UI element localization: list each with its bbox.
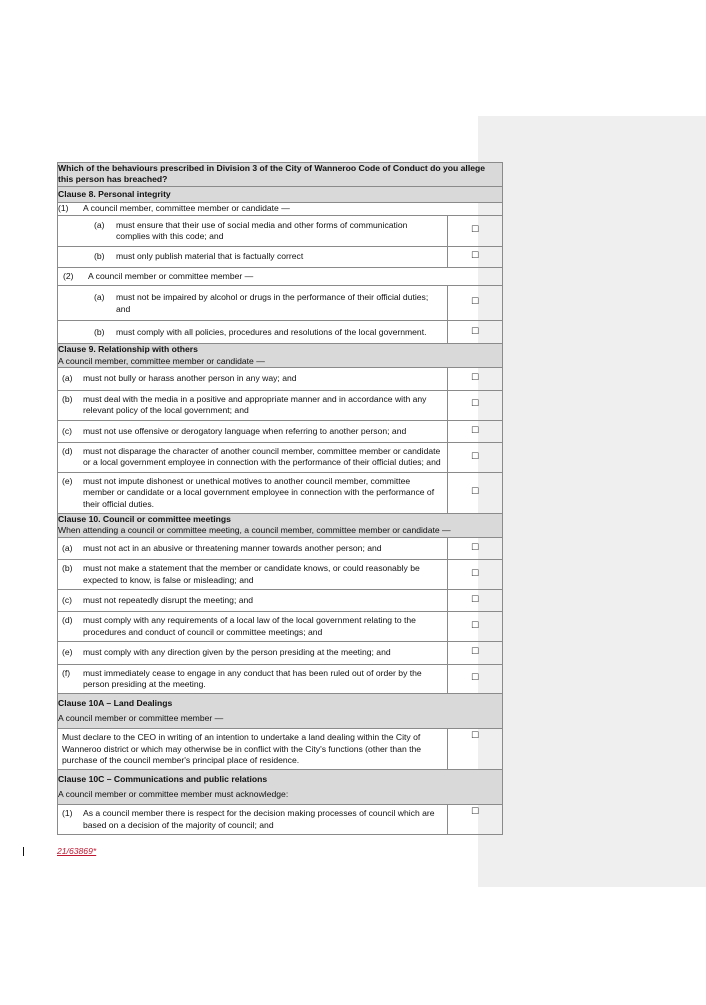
clause-8-sub-2 bbox=[58, 267, 503, 285]
item-text: must not repeatedly disrupt the meeting; and bbox=[83, 594, 254, 605]
item-label: (c) bbox=[62, 594, 73, 605]
comment-pane bbox=[478, 116, 706, 887]
table-row bbox=[58, 390, 503, 420]
checkbox-clause-10c[interactable]: ☐ bbox=[448, 589, 503, 611]
checkbox-clause-8-2a[interactable]: ☐ bbox=[448, 286, 503, 321]
item-label: (d) bbox=[62, 615, 73, 626]
item-label: (e) bbox=[62, 475, 73, 486]
item-text: As a council member there is respect for the decision making processes of council which are based on a decision of the majority of council; and bbox=[83, 808, 435, 830]
clause-10a-title-row bbox=[58, 694, 503, 729]
checkbox-clause-8-2b[interactable]: ☐ bbox=[448, 321, 503, 344]
clause-10a bbox=[58, 538, 447, 559]
clause-10c-title: Clause 10C – Communications and public relations bbox=[58, 774, 268, 785]
table-row bbox=[58, 215, 503, 247]
item-label: (a) bbox=[94, 219, 105, 230]
clause-10-header bbox=[58, 513, 503, 537]
clause-8-1a bbox=[58, 216, 447, 247]
code-of-conduct-table bbox=[57, 162, 503, 835]
question-heading: Which of the behaviours prescribed in Division 3 of the City of Wanneroo Code of Conduct do you allege this person has breached? bbox=[58, 163, 503, 187]
checkbox-clause-9b[interactable]: ☐ bbox=[448, 390, 503, 420]
item-label: (a) bbox=[94, 292, 105, 303]
checkbox-clause-9e[interactable]: ☐ bbox=[448, 472, 503, 513]
table-row bbox=[58, 442, 503, 472]
clause-9-title-row bbox=[58, 344, 503, 368]
checkbox-clause-10c-1[interactable]: ☐ bbox=[448, 805, 503, 835]
item-label: (a) bbox=[62, 542, 73, 553]
clause-8-sub-2-row bbox=[58, 267, 503, 285]
table-row bbox=[58, 642, 503, 664]
revision-bar bbox=[23, 847, 24, 856]
clause-10-title: Clause 10. Council or committee meetings bbox=[58, 513, 231, 524]
clause-8-sub-1-row bbox=[58, 203, 503, 215]
table-row bbox=[58, 612, 503, 642]
table-row bbox=[58, 321, 503, 344]
clause-9b bbox=[58, 391, 447, 420]
item-text: must only publish material that is factually correct bbox=[116, 251, 304, 262]
item-label: (b) bbox=[62, 563, 73, 574]
checkbox-clause-8-1a[interactable]: ☐ bbox=[448, 215, 503, 247]
checkbox-clause-10d[interactable]: ☐ bbox=[448, 612, 503, 642]
clause-10a-text: Must declare to the CEO in writing of an intention to undertake a land dealing within the City of Wanneroo district or which may otherwise be in conflict with the City's functions (other than the purchase of the council member's principal place of residence. bbox=[62, 732, 422, 766]
clause-10-title-row bbox=[58, 513, 503, 537]
clause-9-title: Clause 9. Relationship with others bbox=[58, 344, 198, 355]
table-row bbox=[58, 805, 503, 835]
table-row bbox=[58, 729, 503, 770]
clause-8-1b bbox=[58, 247, 447, 266]
clause-9e bbox=[58, 473, 447, 513]
table-row bbox=[58, 560, 503, 590]
checkbox-clause-9c[interactable]: ☐ bbox=[448, 420, 503, 442]
clause-8-2a bbox=[58, 286, 447, 320]
item-label: (a) bbox=[62, 373, 73, 384]
item-text: must not make a statement that the member or candidate knows, or could reasonably be expected to know, is false or misleading; and bbox=[83, 563, 420, 585]
clause-8-sub-2-num: (2) bbox=[63, 270, 74, 281]
checkbox-clause-10a[interactable]: ☐ bbox=[448, 537, 503, 559]
clause-8-sub-2-text: A council member or committee member — bbox=[88, 270, 254, 281]
checkbox-clause-9d[interactable]: ☐ bbox=[448, 442, 503, 472]
checkbox-clause-10a-land[interactable]: ☐ bbox=[448, 729, 503, 770]
item-text: must not use offensive or derogatory language when referring to another person; and bbox=[83, 425, 407, 436]
item-text: must deal with the media in a positive and appropriate manner and in accordance with any relevant policy of the local government; and bbox=[83, 393, 427, 416]
clause-10c-header bbox=[58, 770, 503, 805]
clause-10c-subtitle: A council member or committee member must acknowledge: bbox=[58, 788, 289, 799]
clause-9-header bbox=[58, 344, 503, 368]
table-row bbox=[58, 589, 503, 611]
item-label: (e) bbox=[62, 647, 73, 658]
item-label: (d) bbox=[62, 445, 73, 456]
table-header-row bbox=[58, 163, 503, 187]
clause-9-subtitle: A council member, committee member or candidate — bbox=[58, 355, 265, 366]
item-label: (b) bbox=[94, 327, 105, 338]
document-reference: 21/63869* bbox=[57, 846, 97, 856]
item-text: must comply with any direction given by the person presiding at the meeting; and bbox=[83, 647, 391, 658]
clause-10a-header bbox=[58, 694, 503, 729]
clause-10-subtitle: When attending a council or committee meeting, a council member, committee member or candidate — bbox=[58, 525, 451, 536]
item-label: (b) bbox=[62, 393, 73, 404]
clause-8-2b bbox=[58, 321, 447, 343]
clause-10b bbox=[58, 560, 447, 589]
item-text: must not bully or harass another person in any way; and bbox=[83, 373, 297, 384]
checkbox-clause-9a[interactable]: ☐ bbox=[448, 368, 503, 390]
item-label: (f) bbox=[62, 667, 71, 678]
table-row bbox=[58, 537, 503, 559]
checkbox-clause-10e[interactable]: ☐ bbox=[448, 642, 503, 664]
clause-9a bbox=[58, 368, 447, 389]
clause-9c bbox=[58, 421, 447, 442]
clause-10c-title-row bbox=[58, 770, 503, 805]
table-row bbox=[58, 664, 503, 694]
item-text: must not disparage the character of another council member, committee member or candidate or a local government employee in connection with the performance of their official duties; and bbox=[83, 445, 441, 468]
table-row bbox=[58, 472, 503, 513]
item-label: (b) bbox=[94, 251, 105, 262]
clause-10c-1 bbox=[58, 805, 447, 834]
clause-10a-subtitle: A council member or committee member — bbox=[58, 712, 224, 723]
clause-8-title: Clause 8. Personal integrity bbox=[58, 186, 503, 202]
clause-10d bbox=[58, 612, 447, 641]
clause-8-sub-1 bbox=[58, 203, 503, 215]
clause-10a-title: Clause 10A – Land Dealings bbox=[58, 698, 173, 709]
checkbox-clause-10b[interactable]: ☐ bbox=[448, 560, 503, 590]
clause-8-sub-1-num: (1) bbox=[58, 203, 69, 214]
item-text: must comply with any requirements of a local law of the local government relating to the procedures and conduct of council or committee meetings; and bbox=[83, 615, 416, 637]
item-text: must not act in an abusive or threatening manner towards another person; and bbox=[83, 542, 382, 553]
table-row bbox=[58, 420, 503, 442]
item-label: (c) bbox=[62, 425, 73, 436]
clause-8-sub-1-text: A council member, committee member or candidate — bbox=[83, 203, 290, 214]
clause-10c bbox=[58, 590, 447, 611]
clause-10e bbox=[58, 642, 447, 663]
table-row bbox=[58, 286, 503, 321]
table-row bbox=[58, 247, 503, 267]
clause-10f bbox=[58, 665, 447, 694]
table-row bbox=[58, 368, 503, 390]
clause-8-title-row bbox=[58, 186, 503, 202]
clause-9d bbox=[58, 443, 447, 472]
item-text: must comply with all policies, procedures and resolutions of the local government. bbox=[116, 327, 427, 338]
item-text: must not be impaired by alcohol or drugs in the performance of their official duties; and bbox=[116, 292, 429, 314]
checkbox-clause-8-1b[interactable]: ☐ bbox=[448, 247, 503, 267]
item-text: must ensure that their use of social media and other forms of communication complies with this code; and bbox=[116, 219, 408, 242]
item-text: must not impute dishonest or unethical motives to another council member, committee member or candidate or a local government employee in connection with the performance of their official duties. bbox=[83, 475, 435, 509]
checkbox-clause-10f[interactable]: ☐ bbox=[448, 664, 503, 694]
item-text: must immediately cease to engage in any conduct that has been ruled out of order by the person presiding at the meeting. bbox=[83, 667, 422, 689]
item-label: (1) bbox=[62, 808, 73, 819]
